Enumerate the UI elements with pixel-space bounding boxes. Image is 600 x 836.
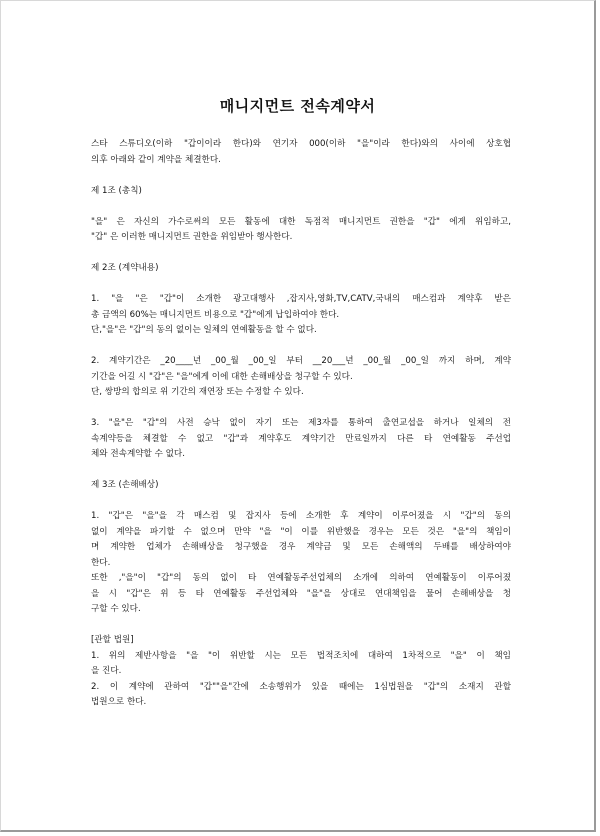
article-3-heading: 제 3조 (손해배상)	[91, 480, 159, 490]
text-line: 2. 이 계약에 관하여 "갑""을"간에 소송행위가 있을 때에는 1심법원을 "갑"의 소재지 관할	[91, 681, 511, 692]
text-line: 또한 ,"을"이 "갑"의 동의 없이 타 연예활동주선업체의 소개에 의하여 연예활동이 이루어졌	[91, 573, 511, 583]
text-line: 3. "을"은 "갑"의 사전 승낙 없이 자기 또는 제3자를 통하여 출연교섭을 하거나 일체의 전	[91, 418, 511, 428]
article-2-item-3	[91, 416, 511, 463]
article-2-item-2	[91, 354, 511, 401]
text-line: 구할 수 있다.	[91, 604, 141, 614]
article-2-heading: 제 2조 (계약내용)	[91, 263, 159, 273]
text-line: 단, 쌍방의 합의로 위 기간의 재연장 또는 수정할 수 있다.	[91, 387, 304, 397]
jurisdiction-heading: [관할 법원]	[91, 635, 134, 645]
text-line: 체와 전속계약할 수 없다.	[91, 449, 185, 459]
text-line: 을 진다.	[91, 666, 122, 676]
text-line: 속계약등을 체결할 수 없고 "갑"과 계약후도 계약기간 만료일까지 다른 타 연예활동 주선업	[91, 433, 511, 444]
text-line: 2. 계약기간은 _20____년 _00_월 _00_일 부터 __20___년 _00_월 _00_일 까지 하며, 계약	[91, 356, 511, 366]
text-line: 1. 위의 제반사항을 "을 "이 위반할 시는 모든 법적조치에 대하여 1차적으로 "을" 이 책임	[91, 650, 511, 661]
text-line: 1. "갑"은 "을"을 각 매스컴 및 잡지사 등에 소개한 후 계약이 이루어졌을 시 "갑"의 동의	[91, 511, 511, 521]
article-1-heading: 제 1조 (총칙)	[91, 185, 142, 196]
text-line: 1. "을 "은 "갑"이 소개한 광고대행사 ,잡지사,영화,TV,CATV,국내의 매스컴과 계약후 받은	[91, 294, 511, 304]
text-line: 단,"을"은 "갑"의 동의 없이는 일체의 연예활동을 할 수 없다.	[91, 325, 317, 335]
contract-title: 매니지먼트 전속계약서	[219, 97, 376, 115]
text-line: "갑" 은 이러한 매니지먼트 권한을 위임받아 행사한다.	[91, 232, 293, 242]
text-line: 스타 스튜디오(이하 "갑이이라 한다)와 연기자 000(이하 "을"이라 한다)와의 사이에 상호협	[91, 139, 511, 149]
contract-body	[91, 137, 511, 711]
intro-paragraph	[91, 137, 511, 168]
text-line: 의후 아래와 같이 계약을 체결한다.	[91, 154, 221, 165]
text-line: 총 금액의 60%는 매니지먼트 비용으로 "갑"에게 납입하여야 한다.	[91, 309, 340, 320]
text-line: 한다.	[91, 557, 111, 568]
text-line: 법원으로 한다.	[91, 697, 147, 707]
text-line: 없이 계약을 파기할 수 없으며 만약 "을 "이 이를 위반했을 경우는 모든 것은 "을"의 책임이	[91, 526, 511, 537]
article-2-item-1	[91, 292, 511, 339]
article-3-item-1	[91, 509, 511, 618]
text-line: "을" 은 자신의 가수로써의 모든 활동에 대한 독점적 매니지먼트 권한을 "갑" 에게 위임하고,	[91, 216, 511, 227]
jurisdiction-item-2	[91, 680, 511, 711]
text-line: 기간을 어길 시 "갑"은 "을"에게 이에 대한 손해배상을 청구할 수 있다.	[91, 371, 353, 382]
text-line: 을 시 "갑"은 위 등 타 연예활동 주선업체와 "을"을 상대로 연대책임을 물어 손해배상을 청	[91, 588, 511, 599]
text-line: 며 계약한 업체가 손해배상을 청구했을 경우 계약금 및 모든 손해액의 두배를 배상하여야	[91, 542, 511, 552]
jurisdiction-item-1	[91, 649, 511, 680]
article-1-text	[91, 215, 511, 246]
